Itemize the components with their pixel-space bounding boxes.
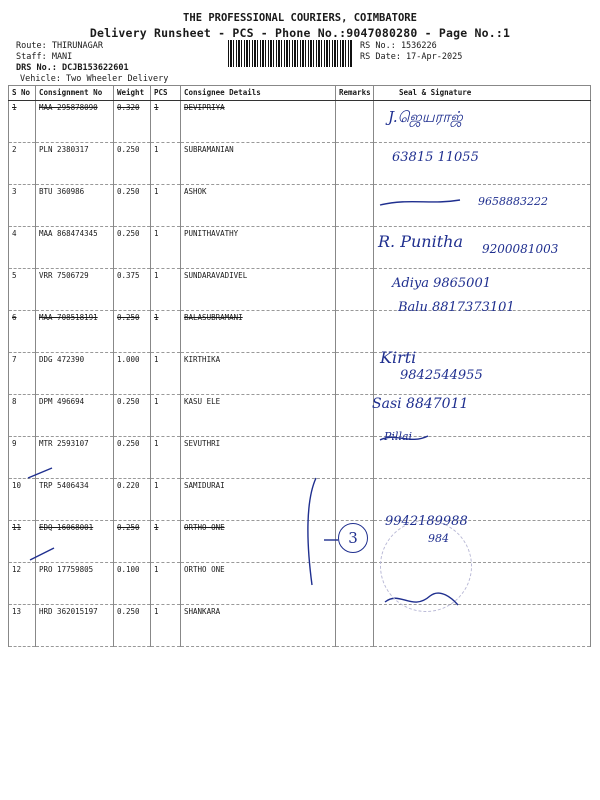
pcs-cell-text: 1 [154,271,159,280]
serial-number-cell-text: 11 [12,523,22,532]
company-title: THE PROFESSIONAL COURIERS, COIMBATORE [183,12,417,24]
consignee-cell-text: ORTHO ONE [184,523,225,532]
pcs-cell-text: 1 [154,355,159,364]
consignee-cell-text: ORTHO ONE [184,565,225,574]
serial-number-cell-text: 12 [12,565,22,574]
runsheet-subtitle: Delivery Runsheet - PCS - Phone No.:9047080280 - Page No.:1 [89,26,511,40]
row12-tick [30,548,54,560]
pcs-cell-text: 1 [154,439,159,448]
route-label: Route: THIRUNAGAR [16,41,103,51]
consignee-cell-text: SHANKARA [184,607,221,616]
weight-cell-text: 0.250 [117,313,140,322]
signature-row12-extra: 984 [428,532,449,545]
pcs-cell-text: 1 [154,397,159,406]
weight-cell-text: 0.250 [117,229,140,238]
consignment-number-cell-text: EDQ 16068001 [39,523,94,532]
brace-mark [308,478,316,585]
drs-number: DRS No.: DCJB153622601 [16,63,129,73]
weight-cell-text: 0.250 [117,145,140,154]
signature-row4-phone: 9200081003 [482,242,559,256]
signature-row4: R. Punitha [378,232,463,251]
weight-cell-text: 0.220 [117,481,140,490]
column-header: Consignee Details [181,86,336,101]
serial-number-cell-text: 10 [12,481,22,490]
consignment-number-cell-text: PRO 17759805 [39,565,94,574]
staff-label: Staff: MANI [16,52,73,62]
weight-cell-text: 0.250 [117,187,140,196]
serial-number-cell-text: 9 [12,439,17,448]
serial-number-cell-text: 6 [12,313,17,322]
pcs-cell-text: 1 [154,607,159,616]
scribble-3 [380,200,460,205]
column-header: Weight [114,86,151,101]
weight-cell-text: 0.250 [117,607,140,616]
column-header: S No [9,86,36,101]
consignee-cell-text: PUNITHAVATHY [184,229,239,238]
consignment-number-cell-text: DDG 472390 [39,355,85,364]
signature-row2: 63815 11055 [392,150,479,165]
consignment-number-cell-text: HRD 362015197 [39,607,98,616]
row10-tick [28,468,52,478]
serial-number-cell-text: 5 [12,271,17,280]
consignment-number-cell-text: VRR 7506729 [39,271,89,280]
serial-number-cell-text: 4 [12,229,17,238]
signature-row8: Sasi 8847011 [372,396,469,412]
signature-row9: Pillai [384,430,413,443]
consignment-number-cell-text: DPM 496694 [39,397,85,406]
serial-number-cell-text: 8 [12,397,17,406]
serial-number-cell-text: 7 [12,355,17,364]
rs-number: RS No.: 1536226 [360,41,437,51]
consignment-number-cell-text: MAA 295878090 [39,103,98,112]
weight-cell-text: 0.375 [117,271,140,280]
vehicle-label: Vehicle: Two Wheeler Delivery [20,74,169,84]
column-header: PCS [151,86,181,101]
signature-row12: 9942189988 [385,514,468,529]
weight-cell-text: 0.100 [117,565,140,574]
signature-row5: Adiya 9865001 [392,276,491,291]
consignee-cell-text: SEVUTHRI [184,439,221,448]
weight-cell-text: 0.250 [117,523,140,532]
signature-row6: Balu 8817373101 [398,300,515,315]
consignment-number-cell-text: MTR 2593107 [39,439,89,448]
serial-number-cell-text: 3 [12,187,17,196]
consignment-number-cell-text: PLN 2380317 [39,145,89,154]
consignee-cell-text: SUBRAMANIAN [184,145,234,154]
consignee-cell-text: DEVIPRIYA [184,103,225,112]
pcs-cell-text: 1 [154,229,159,238]
weight-cell-text: 0.250 [117,439,140,448]
pcs-cell-text: 1 [154,481,159,490]
consignment-number-cell-text: MAA 868474345 [39,229,98,238]
weight-cell-text: 0.250 [117,397,140,406]
consignee-cell-text: BALASUBRAMANI [184,313,243,322]
consignee-cell-text: KASU ELE [184,397,221,406]
column-header: Remarks [336,86,374,101]
column-header: Seal & Signature [374,86,591,101]
pcs-cell-text: 1 [154,523,159,532]
consignee-cell-text: KIRTHIKA [184,355,221,364]
weight-cell-text: 1.000 [117,355,140,364]
signature-row7: Kirti [380,348,417,367]
rs-date: RS Date: 17-Apr-2025 [360,52,463,62]
signature-row3-phone: 9658883222 [478,195,548,208]
serial-number-cell-text: 13 [12,607,22,616]
pcs-cell-text: 1 [154,103,159,112]
pcs-cell-text: 1 [154,187,159,196]
consignee-cell-text: SUNDARAVADIVEL [184,271,248,280]
column-header: Consignment No [36,86,114,101]
signature-row1: J.ஜெயராஜ் [388,108,463,126]
consignee-cell-text: SAMIDURAI [184,481,225,490]
signature-row7-phone: 9842544955 [400,368,483,383]
consignment-number-cell-text: BTU 360986 [39,187,85,196]
pcs-cell-text: 1 [154,565,159,574]
consignee-cell-text: ASHOK [184,187,207,196]
pcs-cell-text: 1 [154,313,159,322]
consignment-number-cell-text: MAA 708518191 [39,313,98,322]
pcs-cell-text: 1 [154,145,159,154]
weight-cell-text: 0.320 [117,103,140,112]
circled-number: 3 [338,523,368,553]
serial-number-cell-text: 1 [12,103,17,112]
faint-round-stamp [380,520,472,612]
consignment-number-cell-text: TRP 5406434 [39,481,89,490]
serial-number-cell-text: 2 [12,145,17,154]
